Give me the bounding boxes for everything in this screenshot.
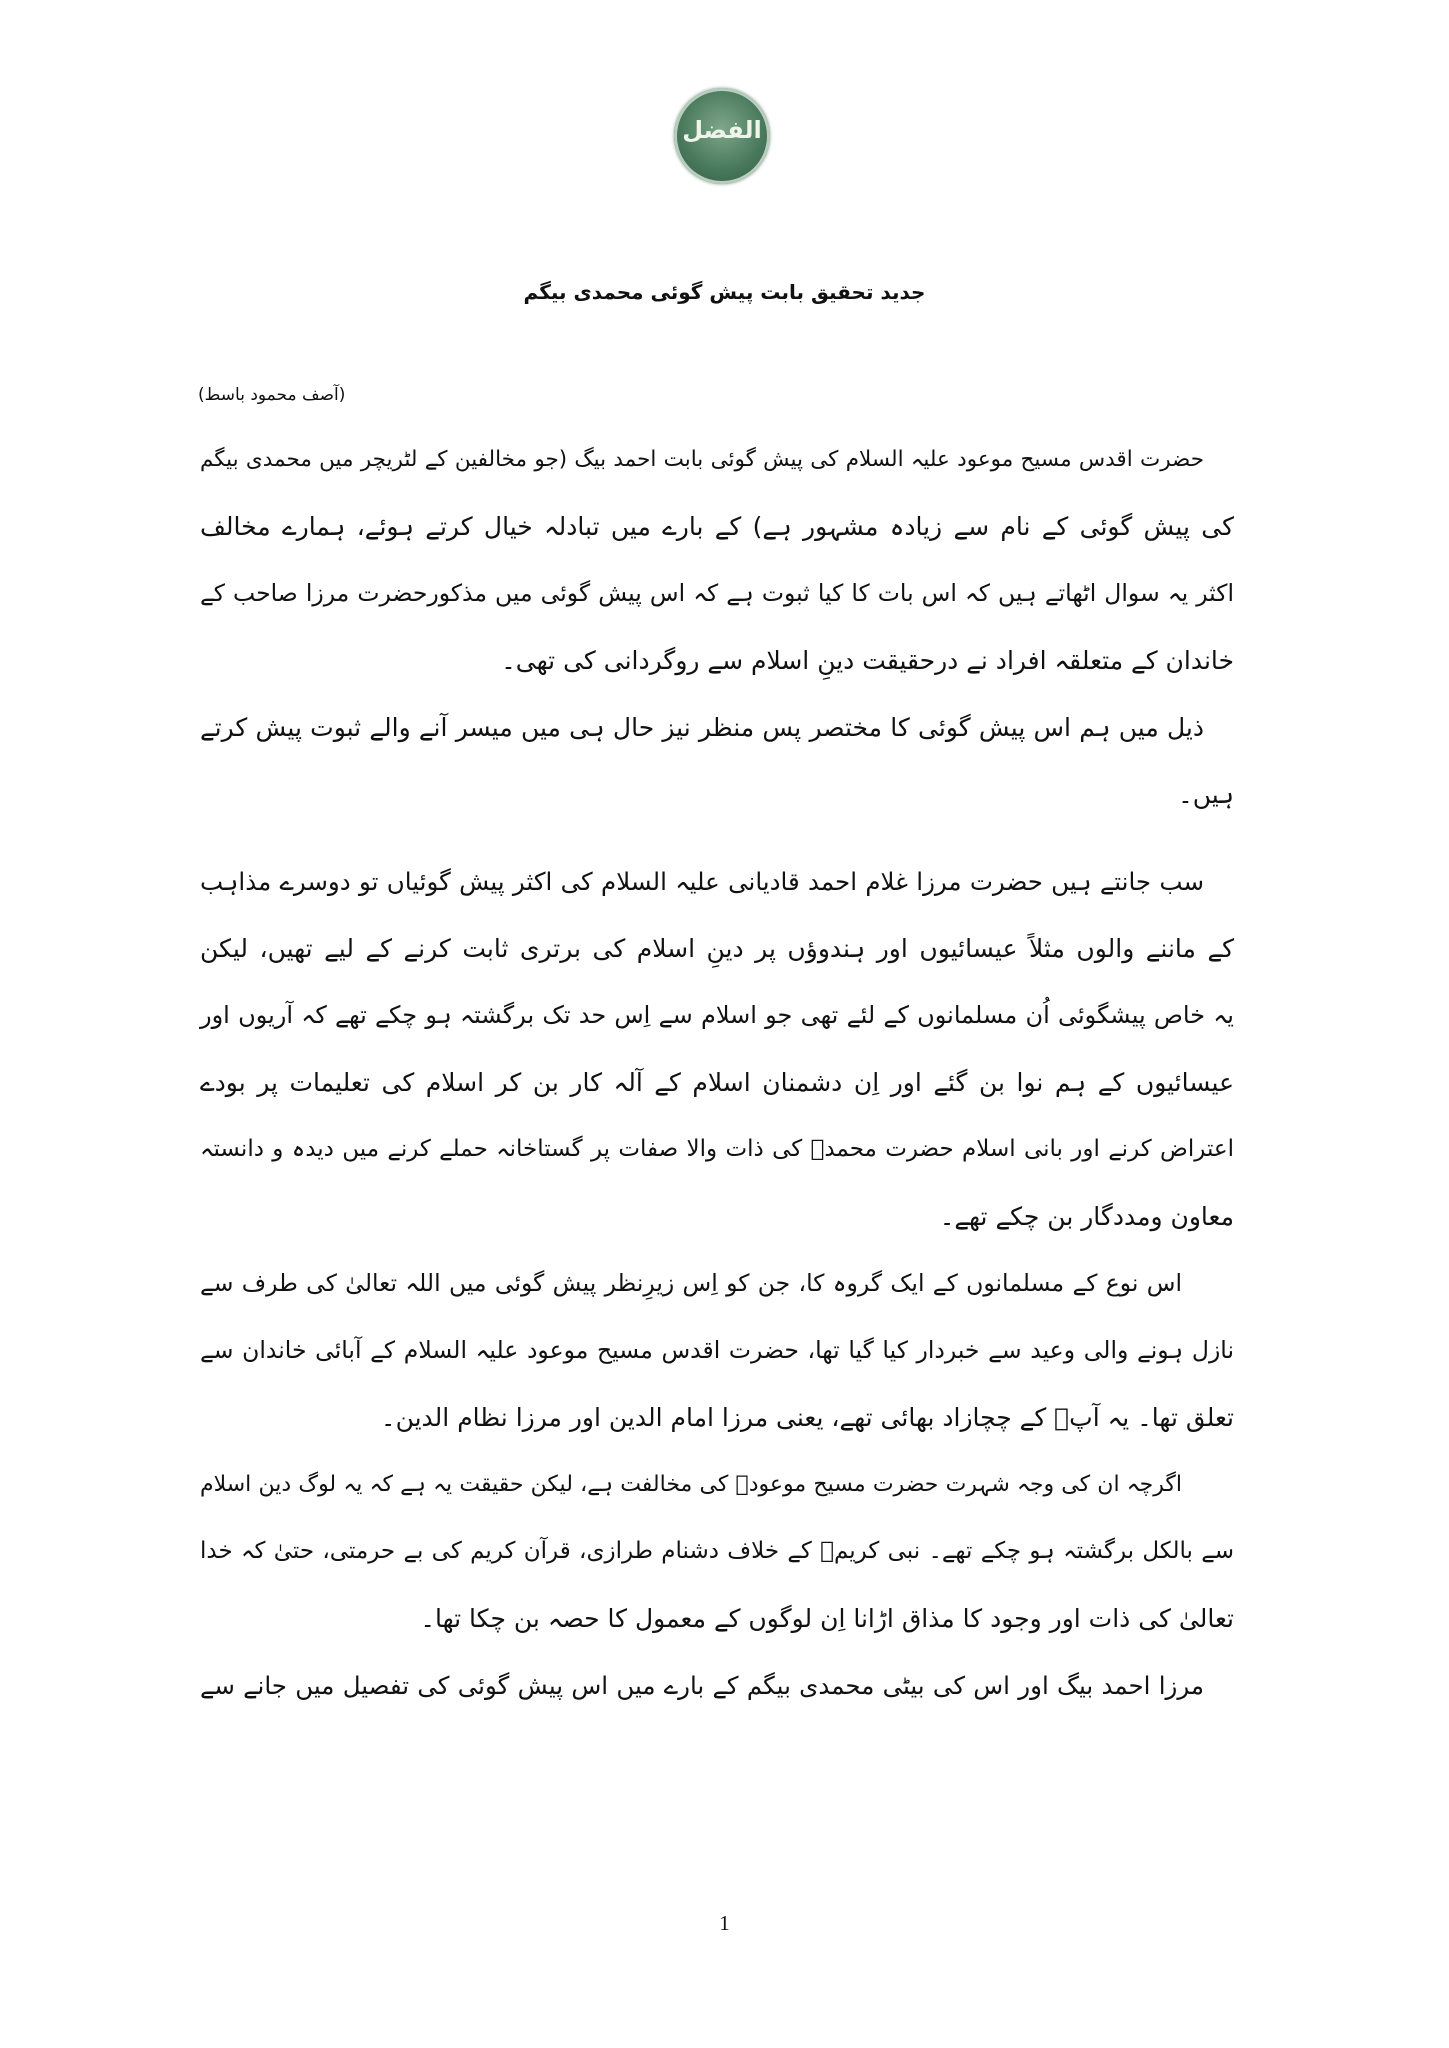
alfazl-logo <box>674 88 770 184</box>
paragraph <box>200 426 1234 694</box>
body-line: اعتراض کرنے اور بانی اسلام حضرت محمدؐ کی ذات والا صفات پر گستاخانہ حملے کرنے میں دیدہ و دانستہ <box>200 1136 1234 1162</box>
article-body <box>200 426 1234 1719</box>
body-line: کے ماننے والوں مثلاً عیسائیوں اور ہندوؤں پر دینِ اسلام کی برتری ثابت کرنے کے لیے تھیں، لیکن <box>200 934 1234 963</box>
body-line: مرزا احمد بیگ اور اس کی بیٹی محمدی بیگم کے بارے میں اس پیش گوئی کی تفصیل میں جانے سے <box>200 1671 1204 1700</box>
body-line: اگرچہ ان کی وجہ شہرت حضرت مسیح موعودؑ کی مخالفت ہے، لیکن حقیقت یہ ہے کہ یہ لوگ دین اسلام <box>200 1472 1182 1497</box>
body-line: کی پیش گوئی کے نام سے زیادہ مشہور ہے) کے بارے میں تبادلہ خیال کرتے ہوئے، ہمارے مخالف <box>200 512 1234 541</box>
paragraph <box>200 694 1234 828</box>
body-line: تعالیٰ کی ذات اور وجود کا مذاق اڑانا اِن لوگوں کے معمول کا حصہ بن چکا تھا۔ <box>420 1604 1234 1633</box>
body-line: سے بالکل برگشتہ ہو چکے تھے۔ نبی کریمؐ کے خلاف دشنام طرازی، قرآن کریم کی بے حرمتی، حتیٰ کہ خدا <box>200 1538 1234 1564</box>
body-line: نازل ہونے والی وعید سے خبردار کیا گیا تھا، حضرت اقدس مسیح موعود علیہ السلام کے آبائی خاندان سے <box>200 1336 1234 1364</box>
paragraph <box>200 1451 1234 1652</box>
author-byline: (آصف محمود باسط) <box>198 385 346 405</box>
body-line: ہیں۔ <box>1178 780 1234 809</box>
body-line: تعلق تھا۔ یہ آپؑ کے چچازاد بھائی تھے، یعنی مرزا امام الدین اور مرزا نظام الدین۔ <box>380 1403 1234 1432</box>
body-line: یہ خاص پیشگوئی اُن مسلمانوں کے لئے تھی جو اسلام سے اِس حد تک برگشتہ ہو چکے تھے کہ آریوں اور <box>200 1001 1234 1029</box>
page-number: 1 <box>719 1911 730 1935</box>
body-line: اکثر یہ سوال اٹھاتے ہیں کہ اس بات کا کیا ثبوت ہے کہ اس پیش گوئی میں مذکورحضرت مرزا صاحب کے <box>200 579 1234 607</box>
body-line: عیسائیوں کے ہم نوا بن گئے اور اِن دشمنان اسلام کے آلہ کار بن کر اسلام کی تعلیمات پر بودے <box>200 1068 1234 1097</box>
paragraph <box>200 1652 1234 1719</box>
body-line: حضرت اقدس مسیح موعود علیہ السلام کی پیش گوئی بابت احمد بیگ (جو مخالفین کے لٹریچر میں محمدی بیگم <box>200 447 1204 472</box>
body-line: سب جانتے ہیں حضرت مرزا غلام احمد قادیانی علیہ السلام کی اکثر پیش گوئیاں تو دوسرے مذاہب <box>200 867 1204 896</box>
body-line: ذیل میں ہم اس پیش گوئی کا مختصر پس منظر نیز حال ہی میں میسر آنے والے ثبوت پیش کرتے <box>200 713 1204 742</box>
body-line: اس نوع کے مسلمانوں کے ایک گروہ کا، جن کو اِس زیرِنظر پیش گوئی میں اللہ تعالیٰ کی طرف سے <box>200 1269 1182 1297</box>
article-title: جدید تحقیق بابت پیش گوئی محمدی بیگم <box>523 280 926 304</box>
body-line: خاندان کے متعلقہ افراد نے درحقیقت دینِ اسلام سے روگردانی کی تھی۔ <box>501 646 1234 675</box>
paragraph <box>200 848 1234 1250</box>
paragraph <box>200 1250 1234 1451</box>
body-line: معاون ومددگار بن چکے تھے۔ <box>939 1202 1234 1231</box>
logo-text: الفضل <box>682 116 762 144</box>
